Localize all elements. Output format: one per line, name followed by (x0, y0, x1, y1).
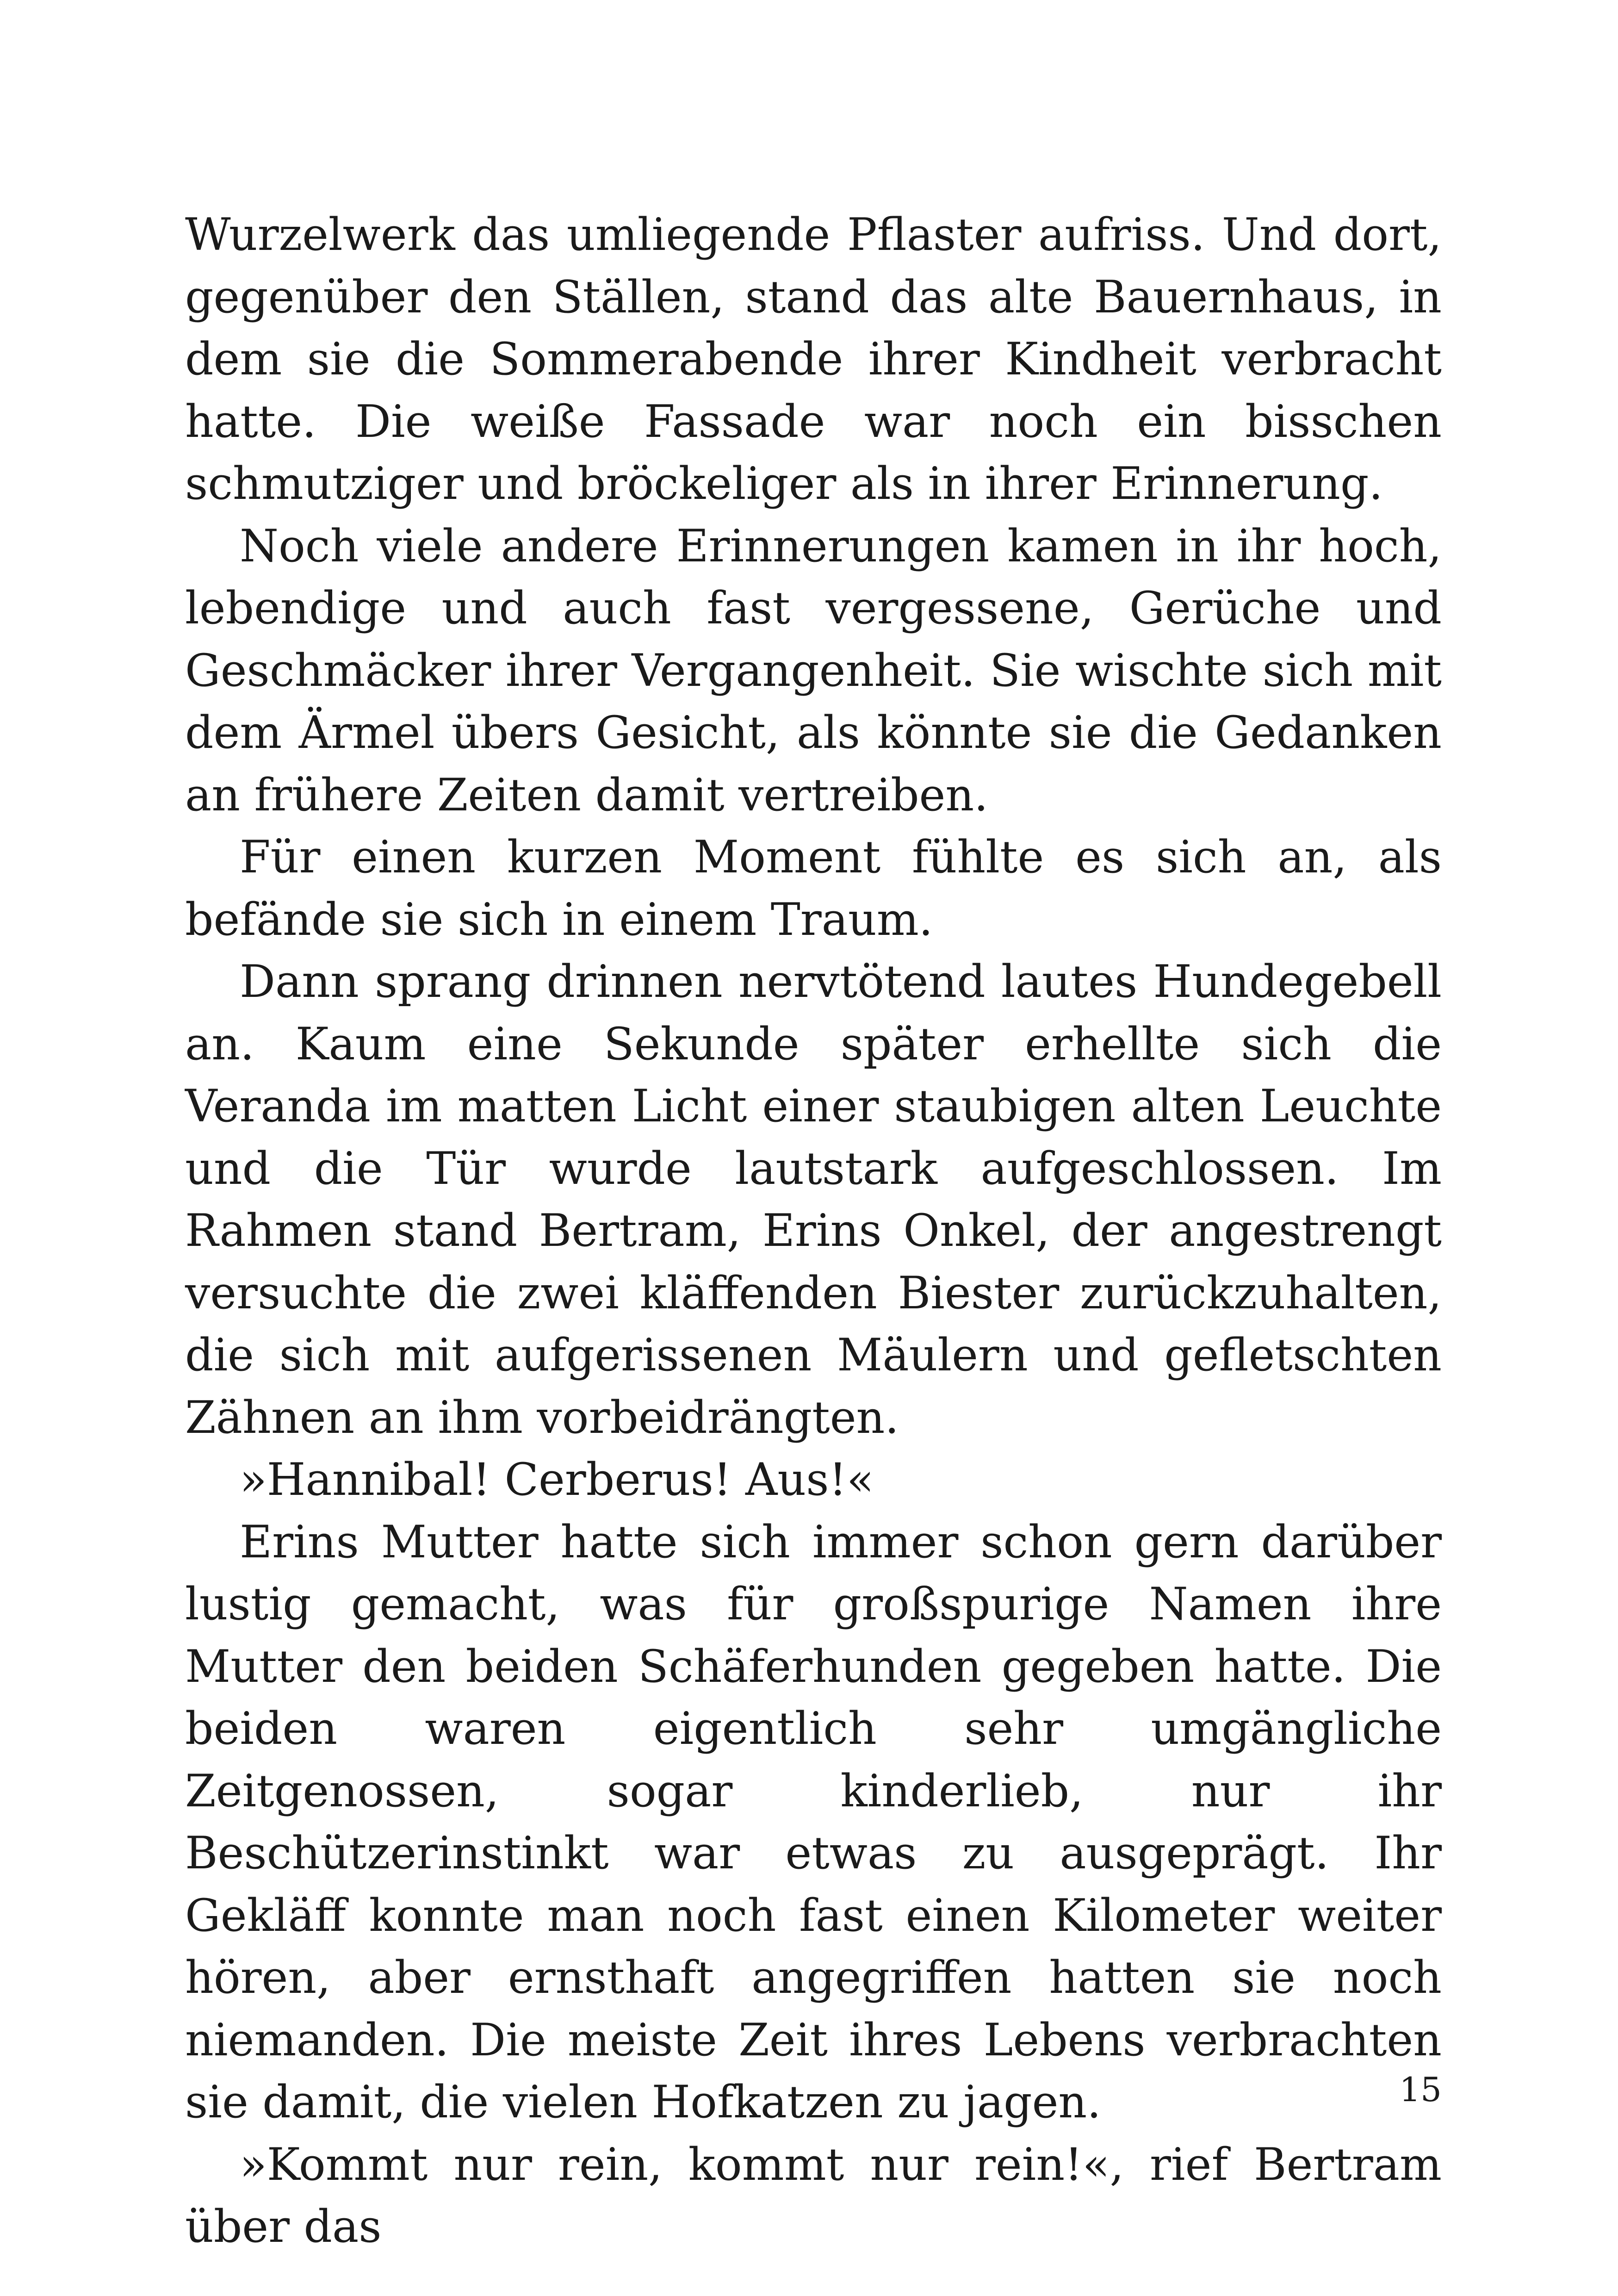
page-number: 15 (1399, 2070, 1442, 2109)
paragraph: Erins Mutter hatte sich immer schon gern darüber lustig gemacht, was für großspurige Namen ihre Mutter den beiden Schäferhunden gegeben hatte. Die beiden waren eigentlich sehr umgängliche Zeitgenossen, sogar kinderlieb, nur ihr Beschützerinstinkt war etwas zu ausgeprägt. Ihr Gekläff konnte man noch fast einen Kilometer weiter hören, aber ernsthaft angegriffen hatten sie noch niemanden. Die meiste Zeit ihres Lebens verbrachten sie damit, die vielen Hofkatzen zu jagen. (185, 1516, 1442, 2128)
dialogue-line: »Hannibal! Cerberus! Aus!« (240, 1454, 874, 1506)
paragraph: Dann sprang drinnen nervtötend lautes Hundegebell an. Kaum eine Sekunde später erhellte sich die Veranda im matten Licht einer staubigen alten Leuchte und die Tür wurde lautstark aufgeschlossen. Im Rahmen stand Bertram, Erins Onkel, der angestrengt versuchte die zwei kläffenden Biester zurückzuhalten, die sich mit aufgerissenen Mäulern und gefletschten Zähnen an ihm vorbeidrängten. (185, 956, 1442, 1444)
paragraph: Noch viele andere Erinnerungen kamen in ihr hoch, lebendige und auch fast vergessene, Gerüche und Geschmäcker ihrer Vergangenheit. Sie wischte sich mit dem Ärmel übers Gesicht, als könnte sie die Gedanken an frühere Zeiten damit vertreiben. (185, 520, 1442, 821)
paragraph: Für einen kurzen Moment fühlte es sich an, als befände sie sich in einem Traum. (185, 831, 1442, 946)
paragraph: »Kommt nur rein, kommt nur rein!«, rief Bertram über das (185, 2138, 1442, 2252)
body-text (185, 204, 1442, 2258)
paragraph: Wurzelwerk das umliegende Pflaster aufriss. Und dort, gegenüber den Ställen, stand das alte Bauernhaus, in dem sie die Sommerabende ihrer Kindheit verbracht hatte. Die weiße Fassade war noch ein bisschen schmutziger und bröckeliger als in ihrer Erinnerung. (185, 209, 1442, 510)
